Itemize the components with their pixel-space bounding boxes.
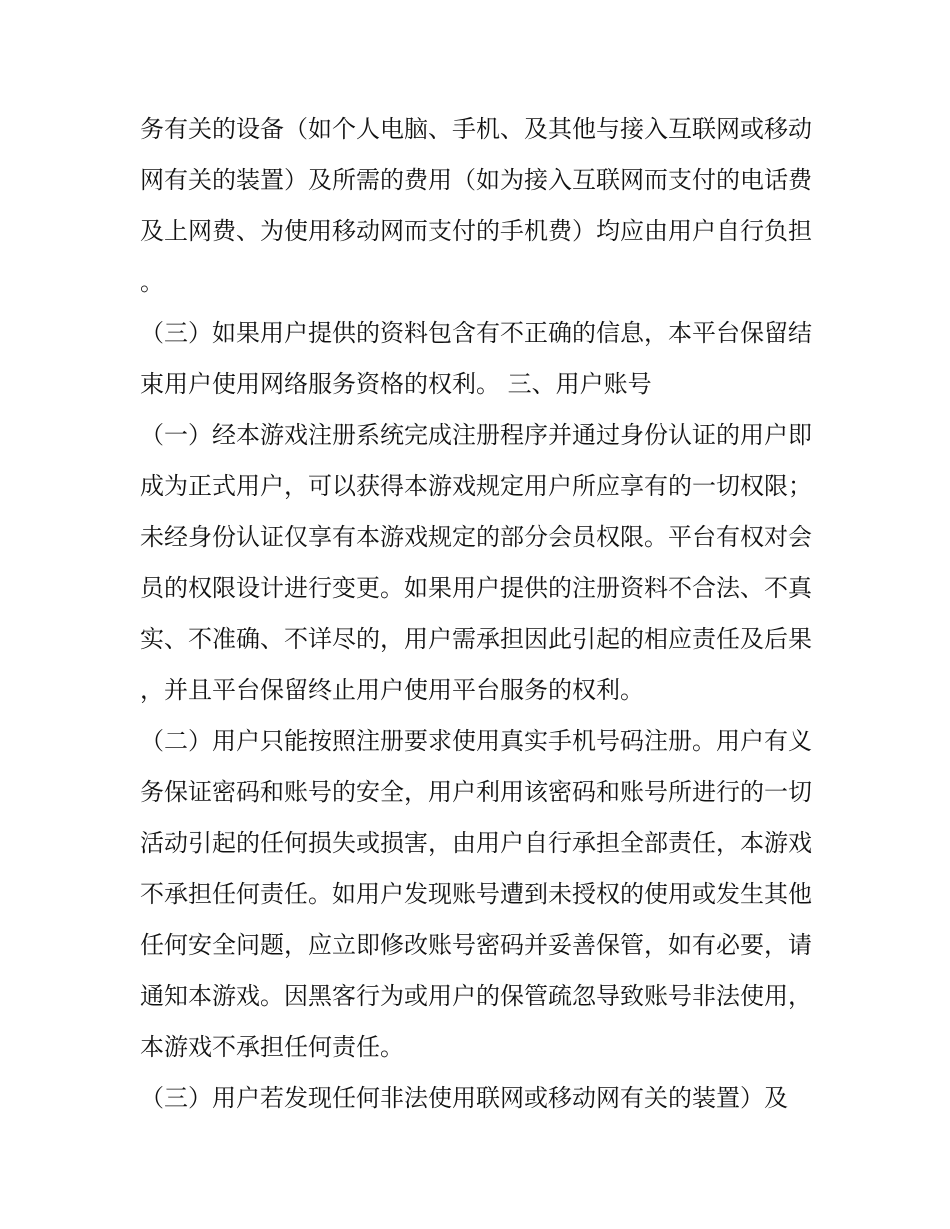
paragraph-incorrect-info: （三）如果用户提供的资料包含有不正确的信息，本平台保留结束用户使用网络服务资格的权利。 三、用户账号 (140, 319, 812, 398)
document-body (140, 104, 812, 1124)
paragraph-account-registration: （一）经本游戏注册系统完成注册程序并通过身份认证的用户即成为正式用户，可以获得本游戏规定用户所应享有的一切权限；未经身份认证仅享有本游戏规定的部分会员权限。平台有权对会员的权限设计进行变更。如果用户提供的注册资料不合法、不真实、不准确、不详尽的，用户需承担因此引起的相应责任及后果，并且平台保留终止用户使用平台服务的权利。 (140, 421, 812, 704)
paragraph-account-security: （二）用户只能按照注册要求使用真实手机号码注册。用户有义务保证密码和账号的安全，用户利用该密码和账号所进行的一切活动引起的任何损失或损害，由用户自行承担全部责任，本游戏不承担任何责任。如用户发现账号遭到未授权的使用或发生其他任何安全问题，应立即修改账号密码并妥善保管，如有必要，请通知本游戏。因黑客行为或用户的保管疏忽导致账号非法使用，本游戏不承担任何责任。 (140, 727, 812, 1061)
paragraph-illegal-use: （三）用户若发现任何非法使用联网或移动网有关的装置）及 (140, 1084, 788, 1112)
paragraph-device-costs: 务有关的设备（如个人电脑、手机、及其他与接入互联网或移动网有关的装置）及所需的费用（如为接入互联网而支付的电话费及上网费、为使用移动网而支付的手机费）均应由用户自行负担。 (140, 115, 812, 296)
